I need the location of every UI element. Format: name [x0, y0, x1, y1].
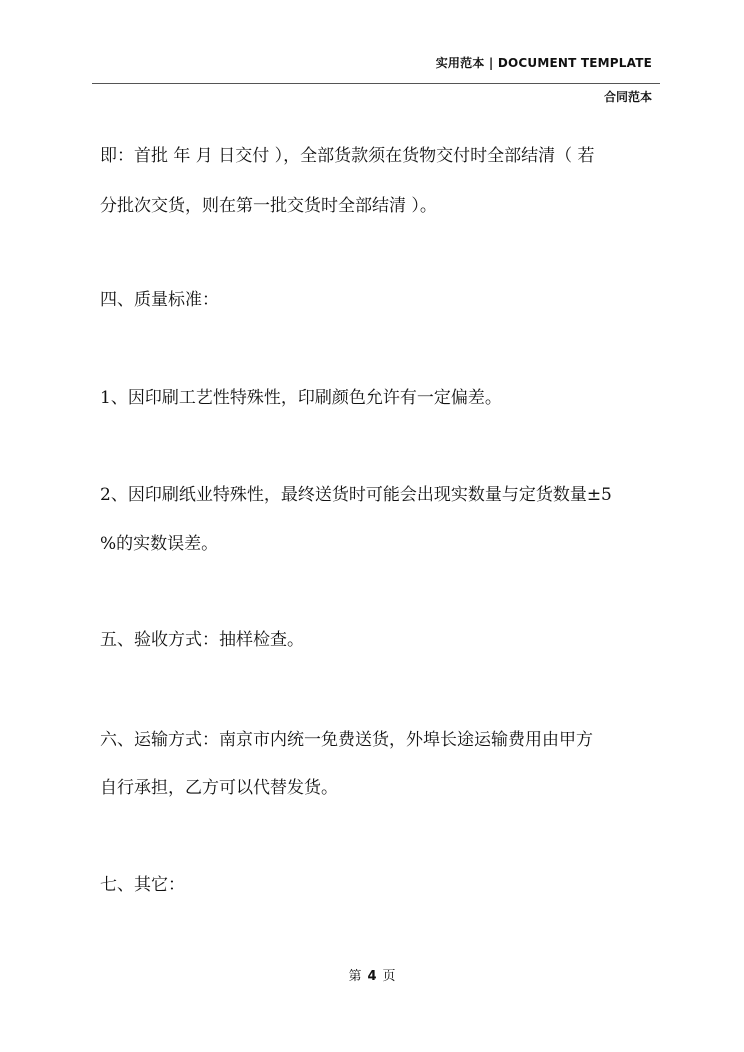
page-number: 4: [367, 969, 377, 984]
section-acceptance: 五、验收方式：抽样检查。: [100, 630, 304, 650]
footer-prefix: 第: [348, 969, 362, 984]
section-heading-quality: 四、质量标准：: [100, 290, 219, 310]
section-other: 七、其它：: [100, 875, 185, 895]
section-transport-cont: 自行承担，乙方可以代替发货。: [100, 778, 338, 798]
quality-item-2: 2、因印刷纸业特殊性，最终送货时可能会出现实数量与定货数量±5: [100, 485, 612, 505]
header-title: 实用范本 | DOCUMENT TEMPLATE: [435, 56, 652, 70]
page-footer: [0, 965, 744, 984]
quality-item-2-cont: %的实数误差。: [100, 534, 219, 554]
footer-suffix: 页: [382, 969, 396, 984]
body-line-1: 即：首批 年 月 日交付 ），全部货款须在货物交付时全部结清（ 若: [100, 146, 595, 166]
body-line-2: 分批次交货，则在第一批交货时全部结清 ）。: [100, 196, 437, 216]
section-transport: 六、运输方式：南京市内统一免费送货，外埠长途运输费用由甲方: [100, 730, 593, 750]
header-divider: [92, 83, 660, 84]
quality-item-1: 1、因印刷工艺性特殊性，印刷颜色允许有一定偏差。: [100, 388, 502, 408]
header-subtitle: 合同范本: [603, 90, 652, 104]
